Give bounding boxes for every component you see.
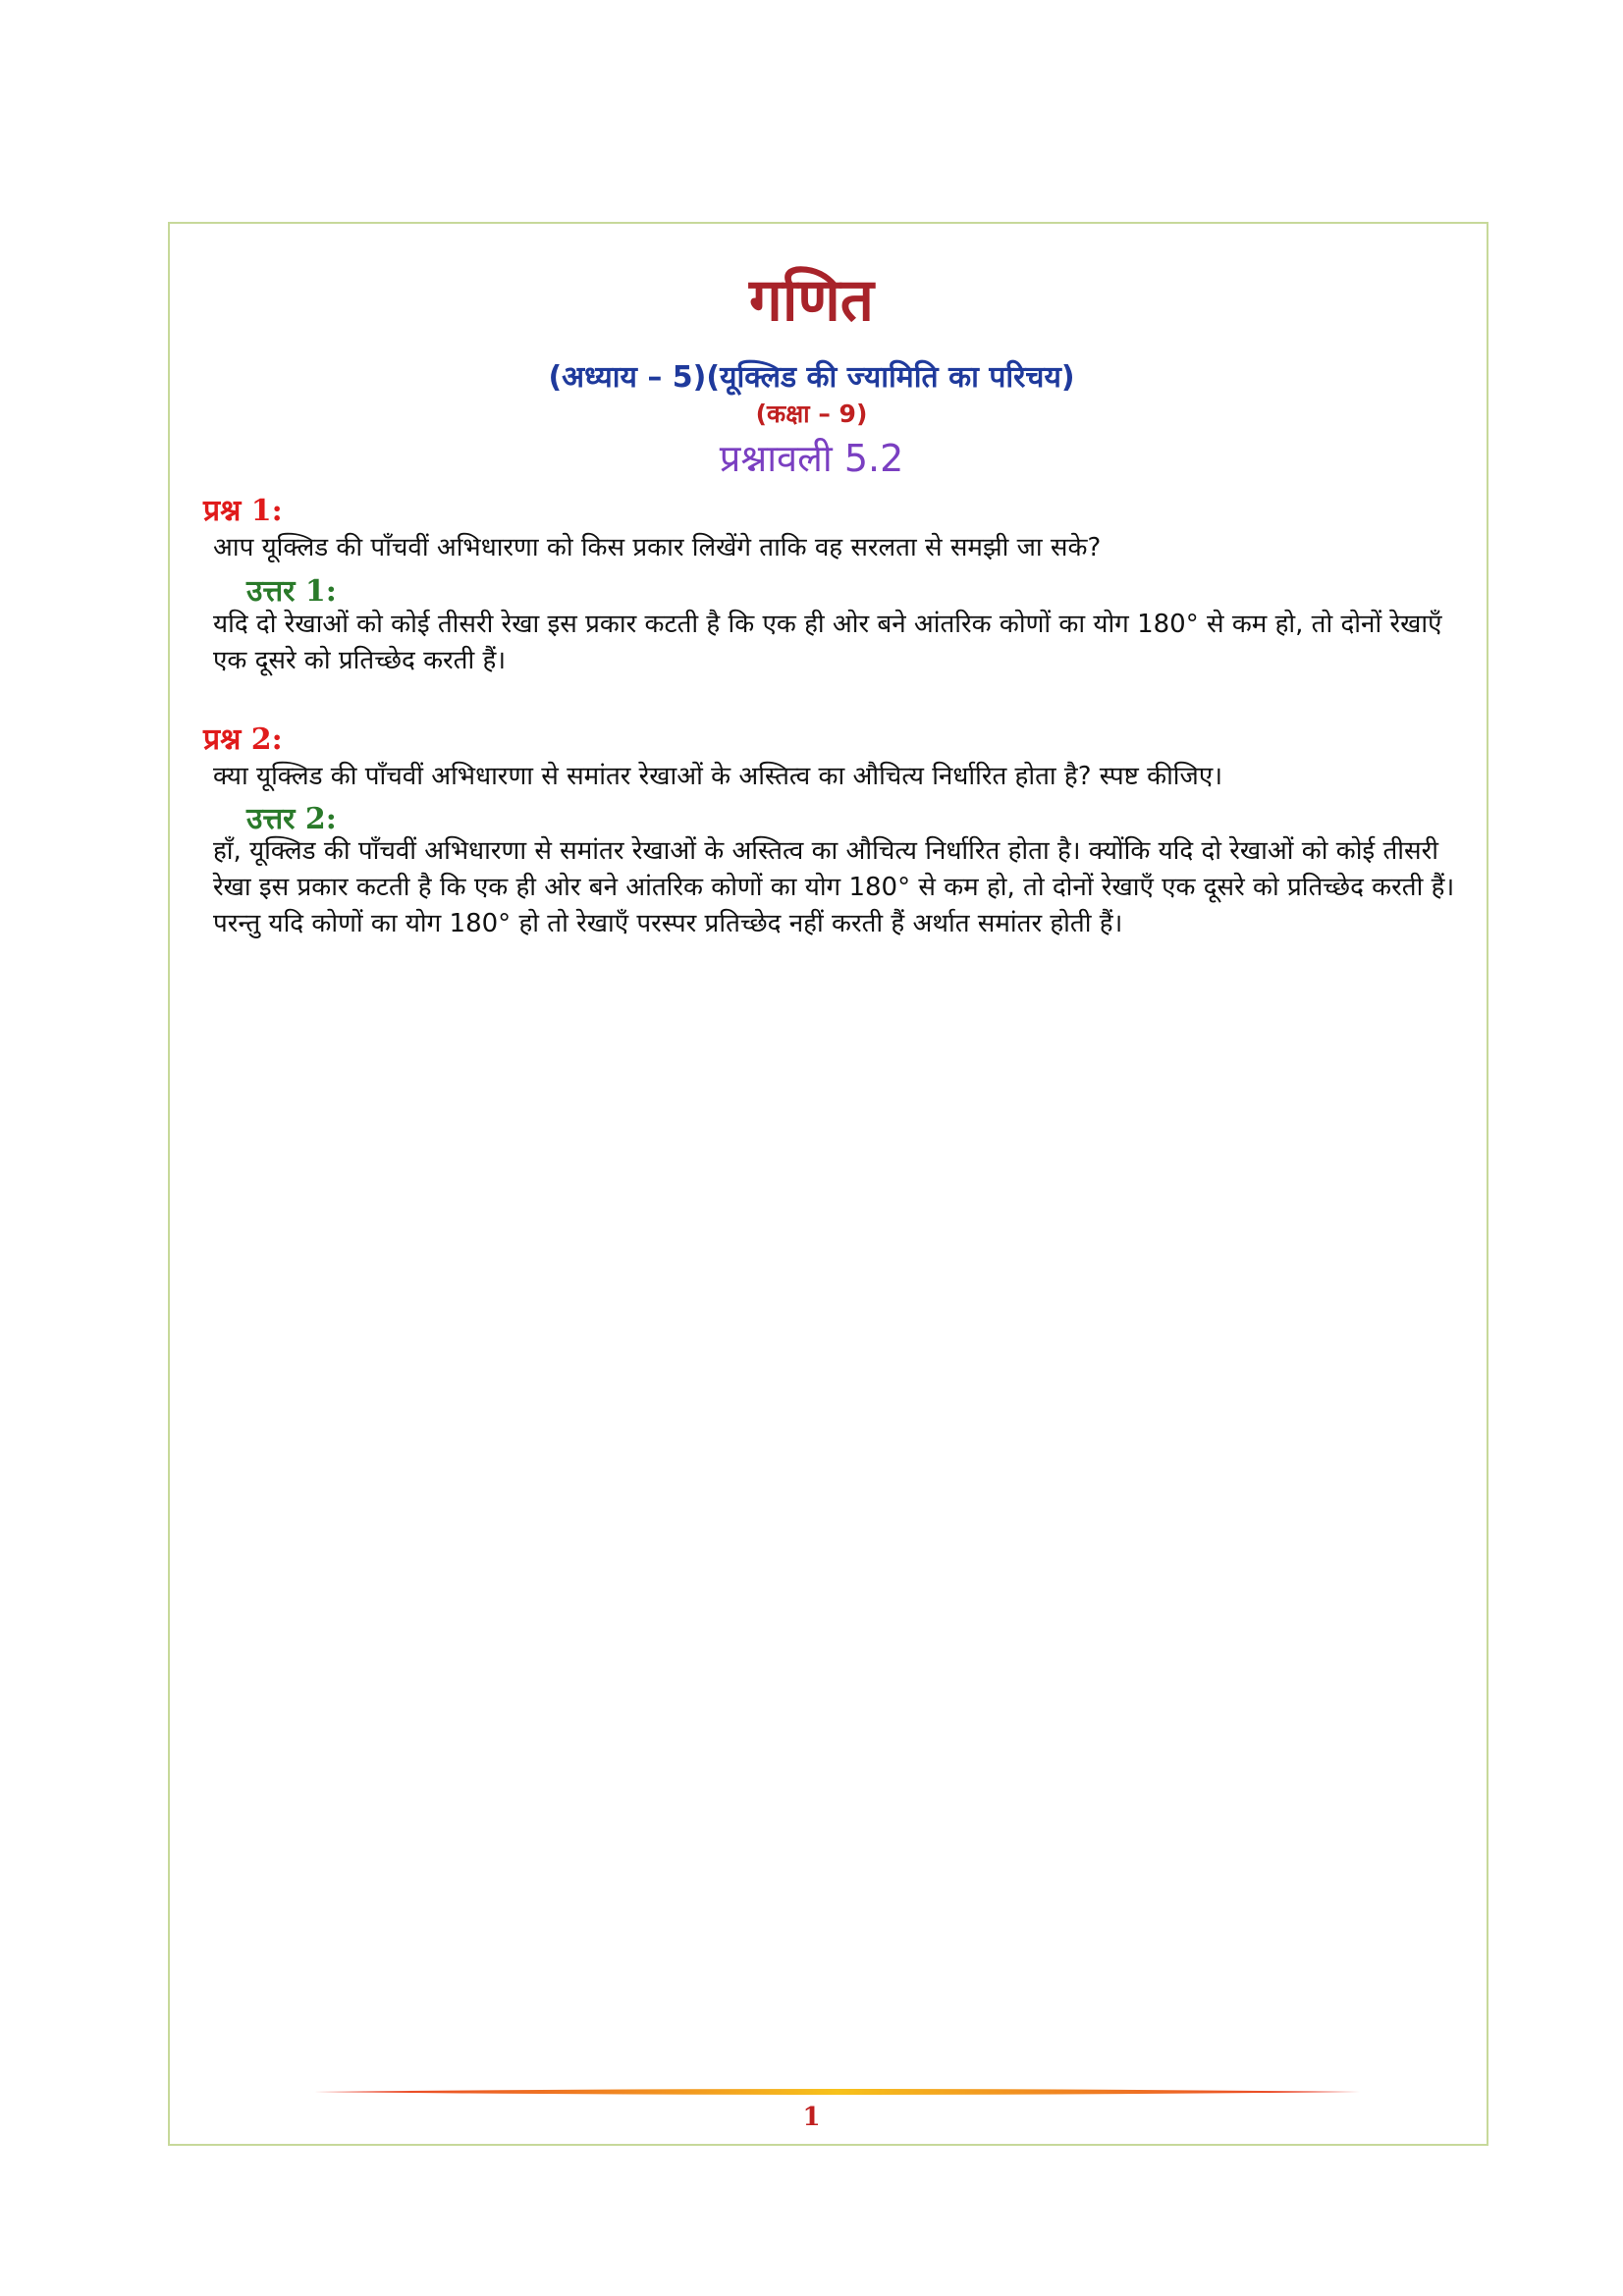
question-2-label: प्रश्न 2: xyxy=(203,722,283,757)
question-2-text: क्या यूक्लिड की पाँचवीं अभिधारणा से समांतर रेखाओं के अस्तित्व का औचित्य निर्धारित होता है? स्पष्ट कीजिए। xyxy=(213,762,1223,791)
page-number: 1 xyxy=(802,2103,821,2132)
page-border xyxy=(168,222,1488,2146)
answer-1-text: यदि दो रेखाओं को कोई तीसरी रेखा इस प्रकार कटती है कि एक ही ओर बने आंतरिक कोणों का योग 180° से कम हो, तो दोनों रेखाएँ एक दूसरे को प्रतिच्छेद करती हैं। xyxy=(213,610,1442,675)
answer-2-text: हाँ, यूक्लिड की पाँचवीं अभिधारणा से समांतर रेखाओं के अस्तित्व का औचित्य निर्धारित होता है। क्योंकि यदि दो रेखाओं को कोई तीसरी रेखा इस प्रकार कटती है कि एक ही ओर बने आंतरिक कोणों का योग 180° से कम हो, तो दोनों रेखाएँ एक दूसरे को प्रतिच्छेद करती हैं। परन्तु यदि कोणों का योग 180° हो तो रेखाएँ परस्पर प्रतिच्छेद नहीं करती हैं अर्थात समांतर होती हैं। xyxy=(213,836,1455,938)
answer-2-label: उत्तर 2: xyxy=(246,802,337,836)
question-1-text: आप यूक्लिड की पाँचवीं अभिधारणा को किस प्रकार लिखेंगे ताकि वह सरलता से समझी जा सके? xyxy=(213,533,1102,562)
answer-1-label: उत्तर 1: xyxy=(246,574,337,609)
footer-divider xyxy=(314,2088,1360,2096)
page-title: गणित xyxy=(749,266,874,335)
chapter-heading: (अध्याय – 5)(यूक्लिड की ज्यामिति का परिचय) xyxy=(548,360,1075,395)
question-1-label: प्रश्न 1: xyxy=(203,494,283,528)
exercise-heading: प्रश्नावली 5.2 xyxy=(719,437,904,480)
class-heading: (कक्षा – 9) xyxy=(755,400,868,428)
